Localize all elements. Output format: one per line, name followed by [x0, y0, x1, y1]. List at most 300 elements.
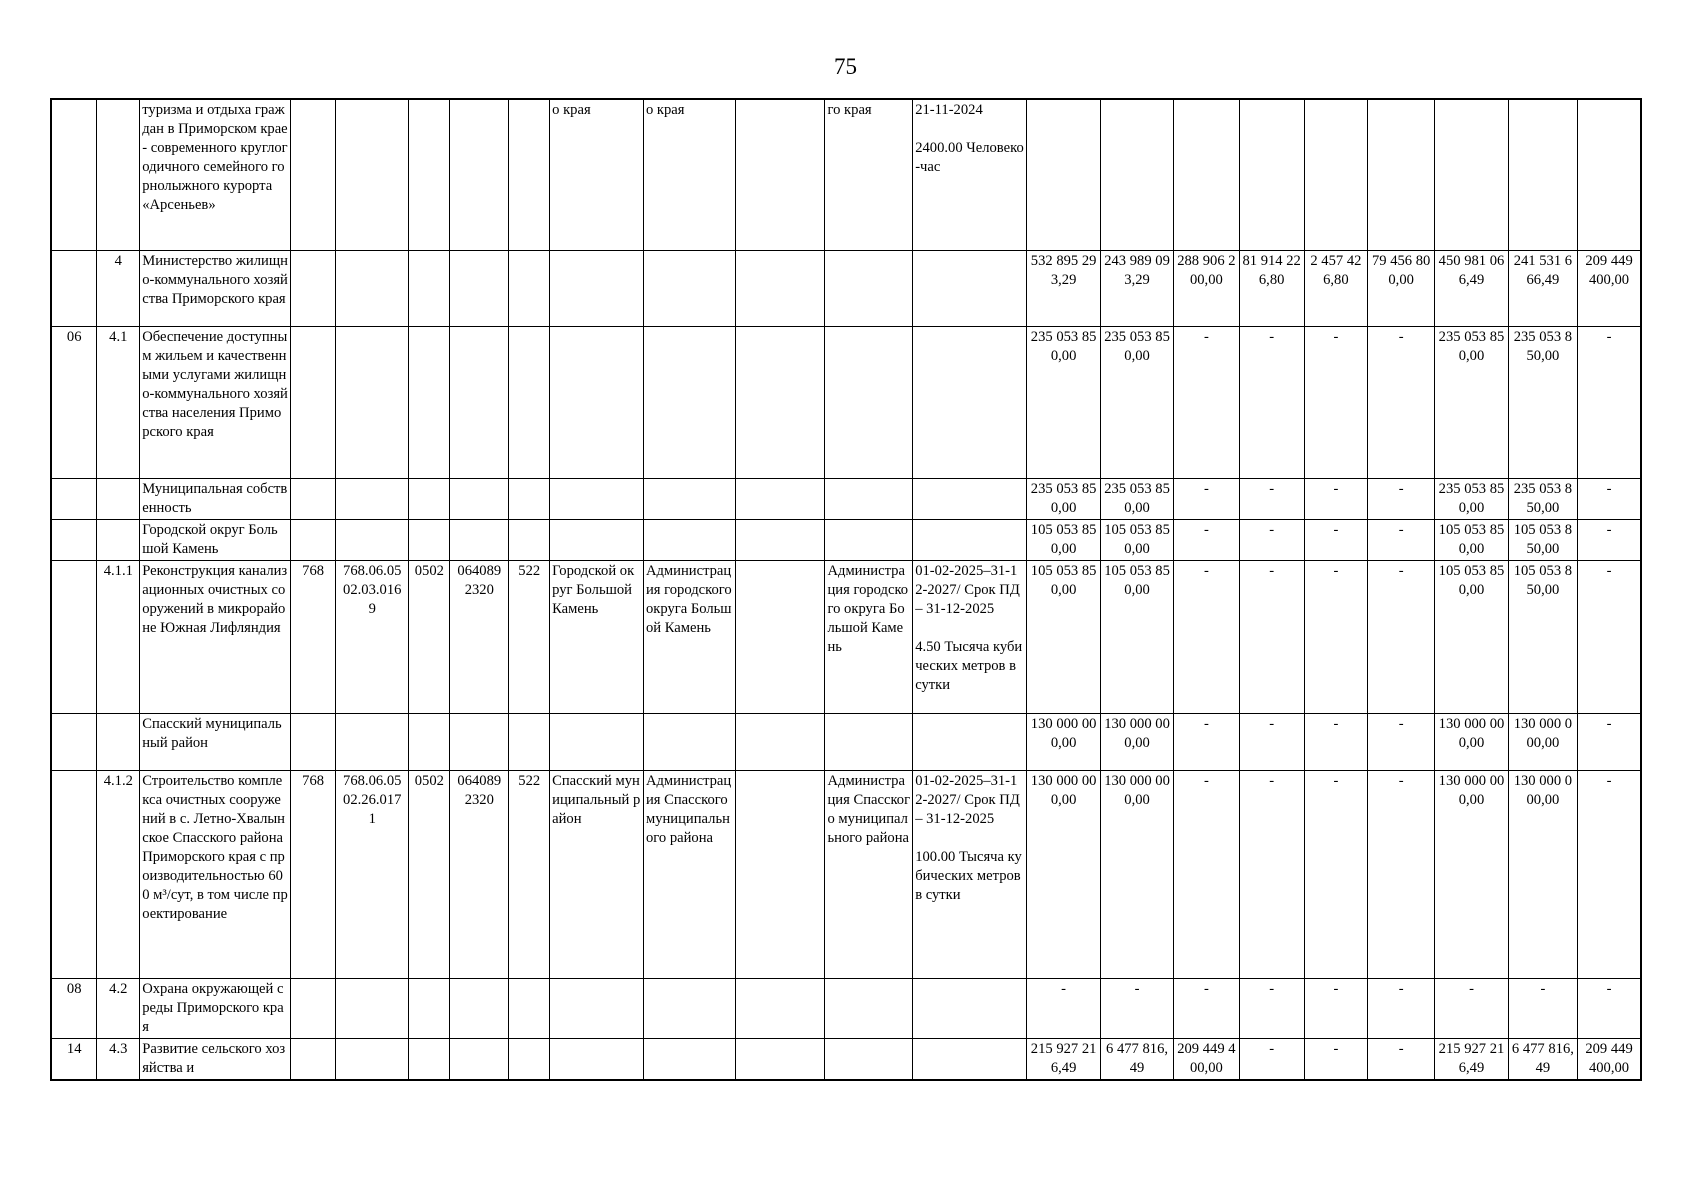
table-cell — [1578, 250, 1641, 326]
cell-text: - — [1333, 980, 1339, 997]
table-cell — [509, 713, 550, 770]
cell-text: о края — [645, 102, 685, 118]
table-cell — [735, 99, 825, 250]
cell-text: Администрация Спасского муниципального района — [645, 772, 732, 846]
table-cell — [1100, 978, 1173, 1038]
cell-text: - — [1203, 980, 1209, 997]
table-cell — [97, 250, 140, 326]
cell-text: 209 449 400,00 — [1585, 252, 1633, 288]
table-row — [51, 560, 1641, 713]
cell-text: - — [1061, 980, 1067, 997]
table-cell — [1368, 326, 1435, 478]
table-cell — [1027, 713, 1100, 770]
table-cell — [1508, 713, 1577, 770]
cell-text: 768.06.05 02.03.016 9 — [343, 562, 402, 617]
table-cell — [1304, 478, 1367, 519]
table-cell — [1239, 1038, 1304, 1080]
table-cell — [1508, 519, 1577, 560]
cell-text: Муниципальная собственность — [142, 480, 288, 516]
cell-text: 08 — [66, 980, 82, 997]
table-cell — [643, 326, 735, 478]
table-cell — [409, 713, 450, 770]
cell-text: - — [1203, 772, 1209, 789]
cell-text: 105 053 850,00 — [1513, 562, 1573, 598]
cell-text: 105 053 850,00 — [1104, 562, 1170, 598]
table-cell — [1239, 560, 1304, 713]
cell-text: 450 981 066,49 — [1438, 252, 1505, 288]
table-cell — [1368, 478, 1435, 519]
cell-text: - — [1134, 980, 1140, 997]
table-cell — [550, 326, 644, 478]
cell-text: 130 000 000,00 — [1513, 772, 1573, 808]
table-cell — [97, 99, 140, 250]
table-cell — [1508, 99, 1577, 250]
cell-text: 235 053 850,00 — [1438, 480, 1505, 516]
table-row — [51, 978, 1641, 1038]
cell-text: Реконструкция канализационных очистных сооружений в микрорайоне Южная Лифляндия — [142, 562, 288, 636]
table-cell — [1174, 478, 1239, 519]
table-cell — [1578, 478, 1641, 519]
table-cell — [1368, 770, 1435, 978]
cell-text: 130 000 000,00 — [1438, 772, 1505, 808]
cell-text: Городской округ Большой Камень — [552, 562, 635, 617]
table-cell — [409, 978, 450, 1038]
table-row — [51, 478, 1641, 519]
table-cell — [336, 99, 409, 250]
table-cell — [735, 713, 825, 770]
table-cell — [550, 770, 644, 978]
cell-text: 130 000 000,00 — [1030, 772, 1097, 808]
table-cell — [409, 478, 450, 519]
cell-text: 105 053 850,00 — [1030, 562, 1097, 598]
table-cell — [1239, 250, 1304, 326]
table-cell — [97, 326, 140, 478]
table-cell — [913, 978, 1027, 1038]
table-cell — [450, 560, 509, 713]
table-cell — [1027, 478, 1100, 519]
table-cell — [1368, 978, 1435, 1038]
table-cell — [1435, 713, 1508, 770]
table-cell — [336, 770, 409, 978]
table-cell — [735, 978, 825, 1038]
table-cell — [509, 250, 550, 326]
table-cell — [509, 99, 550, 250]
table-cell — [913, 478, 1027, 519]
cell-text: 4.2 — [109, 980, 128, 997]
table-cell — [51, 250, 97, 326]
table-cell — [1368, 250, 1435, 326]
table-cell — [509, 770, 550, 978]
table-cell — [643, 519, 735, 560]
cell-text: 235 053 850,00 — [1104, 480, 1170, 516]
table-cell — [97, 770, 140, 978]
table-cell — [643, 250, 735, 326]
cell-text: 6 477 816,49 — [1106, 1040, 1169, 1076]
table-cell — [825, 519, 913, 560]
table-cell — [409, 1038, 450, 1080]
table-cell — [825, 560, 913, 713]
cell-text: - — [1398, 562, 1404, 579]
cell-text: 235 053 850,00 — [1030, 328, 1097, 364]
table-cell — [913, 326, 1027, 478]
table-cell — [1578, 326, 1641, 478]
table-cell — [140, 560, 291, 713]
table-cell — [825, 326, 913, 478]
table-cell — [1578, 560, 1641, 713]
table-cell — [140, 713, 291, 770]
cell-text: 4.1.1 — [103, 562, 133, 579]
cell-text: 288 906 200,00 — [1177, 252, 1236, 288]
table-cell — [825, 978, 913, 1038]
table-cell — [1304, 99, 1367, 250]
cell-text: - — [1606, 980, 1612, 997]
cell-text: 01-02-2025–31-12-2027/ Срок ПД – 31-12-2025 100.00 Тысяча кубических метров в сутки — [915, 772, 1022, 903]
table-cell — [1368, 560, 1435, 713]
table-cell — [1304, 770, 1367, 978]
table-cell — [1027, 250, 1100, 326]
table-cell — [450, 519, 509, 560]
table-cell — [409, 560, 450, 713]
table-cell — [140, 478, 291, 519]
table-cell — [1174, 560, 1239, 713]
table-cell — [825, 250, 913, 326]
table-cell — [291, 770, 336, 978]
cell-text: 235 053 850,00 — [1513, 328, 1573, 364]
cell-text: - — [1398, 980, 1404, 997]
table-cell — [1100, 250, 1173, 326]
table-cell — [1508, 770, 1577, 978]
cell-text: 4.1 — [109, 328, 128, 345]
table-cell — [51, 560, 97, 713]
table-cell — [450, 478, 509, 519]
table-cell — [1239, 978, 1304, 1038]
table-cell — [1027, 1038, 1100, 1080]
table-cell — [409, 99, 450, 250]
table-cell — [1578, 99, 1641, 250]
cell-text: Министерство жилищно-коммунального хозяйства Приморского края — [142, 252, 288, 307]
cell-text: Обеспечение доступным жильем и качественными услугами жилищно-коммунального хозяйства населения Приморского края — [142, 328, 288, 440]
cell-text: Администрация городского округа Большой Камень — [827, 562, 909, 655]
table-cell — [51, 478, 97, 519]
table-cell — [51, 978, 97, 1038]
cell-text: 243 989 093,29 — [1104, 252, 1170, 288]
cell-text: - — [1398, 1040, 1404, 1057]
cell-text: - — [1333, 772, 1339, 789]
cell-text: - — [1606, 715, 1612, 732]
table-cell — [643, 99, 735, 250]
table-cell — [1174, 519, 1239, 560]
table-cell — [1368, 99, 1435, 250]
table-cell — [409, 326, 450, 478]
cell-text: - — [1269, 715, 1275, 732]
table-cell — [291, 250, 336, 326]
table-cell — [291, 1038, 336, 1080]
cell-text: 215 927 216,49 — [1030, 1040, 1097, 1076]
cell-text: - — [1398, 521, 1404, 538]
table-cell — [509, 326, 550, 478]
table-cell — [450, 99, 509, 250]
table-cell — [409, 770, 450, 978]
cell-text: 064089 2320 — [457, 562, 502, 598]
cell-text: - — [1606, 328, 1612, 345]
cell-text: 768.06.05 02.26.017 1 — [343, 772, 402, 827]
table-cell — [1174, 770, 1239, 978]
table-cell — [1368, 1038, 1435, 1080]
cell-text: - — [1333, 480, 1339, 497]
table-cell — [825, 770, 913, 978]
table-cell — [1435, 1038, 1508, 1080]
table-cell — [1304, 713, 1367, 770]
cell-text: - — [1606, 562, 1612, 579]
table-cell — [97, 1038, 140, 1080]
table-cell — [1304, 560, 1367, 713]
table-cell — [825, 1038, 913, 1080]
cell-text: 130 000 000,00 — [1104, 715, 1170, 751]
table-cell — [550, 99, 644, 250]
table-cell — [1578, 519, 1641, 560]
table-cell — [450, 713, 509, 770]
table-cell — [1508, 250, 1577, 326]
table-cell — [735, 326, 825, 478]
cell-text: 522 — [518, 772, 541, 789]
cell-text: 14 — [66, 1040, 82, 1057]
cell-text: - — [1333, 715, 1339, 732]
cell-text: 235 053 850,00 — [1438, 328, 1505, 364]
table-cell — [1027, 326, 1100, 478]
table-cell — [1578, 1038, 1641, 1080]
table-cell — [913, 560, 1027, 713]
table-cell — [1368, 519, 1435, 560]
cell-text: Развитие сельского хозяйства и — [142, 1040, 286, 1076]
table-cell — [643, 713, 735, 770]
table-row — [51, 770, 1641, 978]
cell-text: 06 — [66, 328, 82, 345]
table-cell — [336, 250, 409, 326]
table-cell — [140, 519, 291, 560]
table-cell — [509, 560, 550, 713]
table-cell — [1578, 713, 1641, 770]
table-cell — [913, 1038, 1027, 1080]
cell-text: Администрация Спасского муниципального района — [827, 772, 911, 846]
table-cell — [1100, 478, 1173, 519]
table-cell — [97, 978, 140, 1038]
table-cell — [1435, 250, 1508, 326]
table-cell — [735, 1038, 825, 1080]
table-cell — [291, 478, 336, 519]
cell-text: 6 477 816,49 — [1511, 1040, 1574, 1076]
cell-text: 4 — [114, 252, 122, 269]
cell-text: 105 053 850,00 — [1104, 521, 1170, 557]
table-cell — [51, 770, 97, 978]
cell-text: - — [1203, 480, 1209, 497]
table-cell — [336, 519, 409, 560]
table-cell — [1174, 99, 1239, 250]
table-cell — [1239, 713, 1304, 770]
table-cell — [1435, 99, 1508, 250]
cell-text: - — [1269, 1040, 1275, 1057]
cell-text: 2 457 426,80 — [1310, 252, 1362, 288]
table-cell — [1174, 1038, 1239, 1080]
table-cell — [1435, 326, 1508, 478]
table-cell — [825, 99, 913, 250]
table-cell — [336, 326, 409, 478]
table-cell — [1239, 519, 1304, 560]
cell-text: 79 456 800,00 — [1371, 252, 1431, 288]
table-cell — [550, 560, 644, 713]
table-cell — [140, 326, 291, 478]
table-cell — [1578, 978, 1641, 1038]
cell-text: 21-11-2024 2400.00 Человеко-час — [915, 102, 1024, 175]
cell-text: - — [1203, 521, 1209, 538]
table-cell — [825, 713, 913, 770]
table-cell — [643, 478, 735, 519]
table-cell — [450, 250, 509, 326]
cell-text: - — [1398, 328, 1404, 345]
table-cell — [1435, 519, 1508, 560]
table-cell — [97, 560, 140, 713]
table-cell — [409, 250, 450, 326]
cell-text: 4.3 — [109, 1040, 128, 1057]
table-cell — [1027, 99, 1100, 250]
cell-text: 130 000 000,00 — [1104, 772, 1170, 808]
table-row — [51, 519, 1641, 560]
table-cell — [913, 770, 1027, 978]
cell-text: 130 000 000,00 — [1513, 715, 1573, 751]
table-cell — [509, 519, 550, 560]
table-cell — [97, 519, 140, 560]
cell-text: - — [1398, 715, 1404, 732]
table-cell — [1304, 250, 1367, 326]
cell-text: 235 053 850,00 — [1513, 480, 1573, 516]
table-cell — [1100, 1038, 1173, 1080]
table-cell — [550, 519, 644, 560]
table-cell — [509, 978, 550, 1038]
table-cell — [1174, 978, 1239, 1038]
cell-text: го края — [827, 102, 872, 118]
cell-text: 130 000 000,00 — [1030, 715, 1097, 751]
table-cell — [550, 1038, 644, 1080]
table-cell — [450, 326, 509, 478]
table-cell — [1100, 99, 1173, 250]
cell-text: Охрана окружающей среды Приморского края — [142, 980, 284, 1035]
table-cell — [550, 713, 644, 770]
table-cell — [291, 326, 336, 478]
table-cell — [1435, 560, 1508, 713]
table-cell — [336, 478, 409, 519]
cell-text: 241 531 666,49 — [1513, 252, 1573, 288]
table-cell — [1174, 250, 1239, 326]
table-cell — [1100, 713, 1173, 770]
table-cell — [336, 560, 409, 713]
table-cell — [1100, 519, 1173, 560]
cell-text: 0502 — [414, 562, 444, 579]
table-cell — [735, 250, 825, 326]
table-cell — [291, 713, 336, 770]
table-cell — [97, 713, 140, 770]
budget-table — [50, 98, 1642, 1081]
table-row — [51, 250, 1641, 326]
table-cell — [735, 770, 825, 978]
table-cell — [1304, 1038, 1367, 1080]
table-cell — [1304, 519, 1367, 560]
cell-text: 01-02-2025–31-12-2027/ Срок ПД – 31-12-2025 4.50 Тысяча кубических метров в сутки — [915, 562, 1023, 693]
table-cell — [550, 978, 644, 1038]
cell-text: туризма и отдыха граждан в Приморском крае - современного круглогодичного семейного горнолыжного курорта «Арсеньев» — [142, 102, 288, 213]
table-cell — [825, 478, 913, 519]
cell-text: 0502 — [414, 772, 444, 789]
table-row — [51, 1038, 1641, 1080]
table-cell — [1508, 326, 1577, 478]
cell-text: 532 895 293,29 — [1030, 252, 1097, 288]
table-cell — [643, 770, 735, 978]
cell-text: - — [1606, 521, 1612, 538]
table-cell — [336, 713, 409, 770]
cell-text: 768 — [302, 772, 325, 789]
table-cell — [643, 978, 735, 1038]
cell-text: - — [1269, 328, 1275, 345]
cell-text: 105 053 850,00 — [1438, 521, 1505, 557]
table-cell — [1239, 326, 1304, 478]
cell-text: - — [1203, 715, 1209, 732]
cell-text: о края — [552, 102, 591, 118]
page-number: 75 — [834, 54, 857, 79]
table-cell — [450, 770, 509, 978]
table-cell — [1508, 478, 1577, 519]
table-cell — [735, 519, 825, 560]
table-cell — [140, 99, 291, 250]
table-cell — [291, 99, 336, 250]
cell-text: Строительство комплекса очистных сооружений в с. Летно-Хвалынское Спасского района Приморского края с производительностью 600 м³/сут, в том числе проектирование — [142, 772, 288, 922]
cell-text: 105 053 850,00 — [1438, 562, 1505, 598]
table-cell — [913, 519, 1027, 560]
table-cell — [51, 1038, 97, 1080]
table-cell — [735, 478, 825, 519]
table-cell — [51, 326, 97, 478]
table-cell — [509, 1038, 550, 1080]
cell-text: Спасский муниципальный район — [142, 715, 282, 751]
cell-text: 105 053 850,00 — [1030, 521, 1097, 557]
cell-text: 235 053 850,00 — [1030, 480, 1097, 516]
table-cell — [913, 99, 1027, 250]
table-cell — [1027, 770, 1100, 978]
table-cell — [1435, 770, 1508, 978]
table-cell — [550, 478, 644, 519]
cell-text: Городской округ Большой Камень — [142, 521, 278, 557]
table-cell — [291, 978, 336, 1038]
table-row — [51, 99, 1641, 250]
table-cell — [1027, 560, 1100, 713]
table-cell — [1578, 770, 1641, 978]
cell-text: 064089 2320 — [457, 772, 502, 808]
cell-text: 215 927 216,49 — [1438, 1040, 1505, 1076]
table-cell — [1174, 326, 1239, 478]
table-cell — [509, 478, 550, 519]
table-cell — [1304, 978, 1367, 1038]
cell-text: - — [1540, 980, 1546, 997]
table-cell — [643, 560, 735, 713]
table-cell — [140, 250, 291, 326]
cell-text: 235 053 850,00 — [1104, 328, 1170, 364]
table-cell — [336, 978, 409, 1038]
table-cell — [1100, 326, 1173, 478]
table-cell — [1435, 478, 1508, 519]
cell-text: - — [1469, 980, 1474, 997]
table-cell — [140, 770, 291, 978]
cell-text: 209 449 400,00 — [1585, 1040, 1633, 1076]
cell-text: - — [1203, 328, 1209, 345]
table-cell — [1239, 99, 1304, 250]
cell-text: - — [1398, 480, 1404, 497]
